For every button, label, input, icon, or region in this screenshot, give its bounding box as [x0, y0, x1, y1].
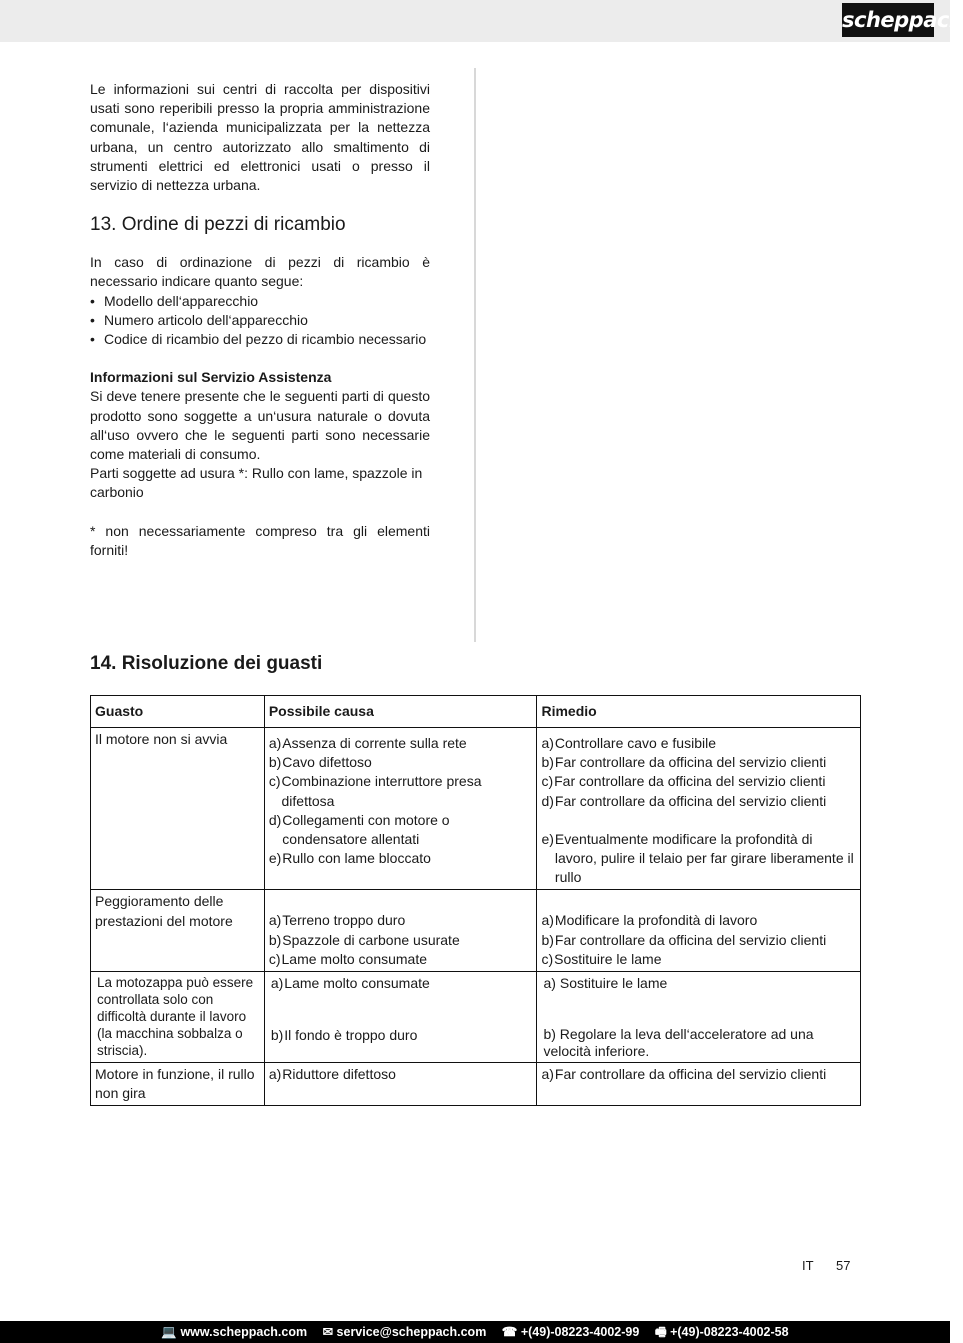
table-row — [91, 972, 861, 1063]
list-item: • Modello dell‘apparecchio — [90, 292, 430, 311]
service-text: Si deve tenere presente che le seguenti parti di questo prodotto sono soggette a un‘usura naturale o dovuta all‘uso ovvero che le seguenti parti sono necessarie come materiali di consumo. — [90, 388, 430, 463]
table-header-row — [91, 696, 861, 728]
cause-cell — [264, 728, 537, 890]
list-item: • Numero articolo dell‘apparecchio — [90, 311, 430, 330]
fault-cell: La motozappa può essere controllata solo con difficoltà durante il lavoro (la macchina sobbalza o striscia). — [91, 972, 265, 1063]
scheppach-logo: scheppach — [842, 3, 934, 37]
remedy-cell — [537, 728, 861, 890]
section-14-title: 14. Risoluzione dei guasti — [90, 653, 323, 674]
cause-cell — [264, 972, 537, 1063]
fax-number: 🖷 +(49)-08223-4002-58 — [654, 1325, 789, 1339]
fault-cell: Peggioramento delle prestazioni del motore — [91, 890, 265, 972]
troubleshooting-table — [90, 695, 861, 1106]
required-info-list — [90, 292, 430, 350]
phone-number: ☎ +(49)-08223-4002-99 — [501, 1325, 640, 1339]
cause-item: a) Riduttore difettoso — [268, 1066, 396, 1083]
footnote: * non necessariamente compreso tra gli elementi forniti! — [90, 522, 430, 558]
fault-cell: Il motore non si avvia — [91, 728, 265, 890]
list-item: • Codice di ricambio del pezzo di ricambio necessario — [90, 330, 430, 349]
remedy-item: b) Far controllare da officina del servizio clienti — [541, 931, 827, 948]
table-row — [91, 890, 861, 972]
cause-item: b) Spazzole di carbone usurate — [268, 931, 460, 948]
remedy-cell — [537, 972, 861, 1063]
table-row — [91, 728, 861, 890]
cause-item: d) Collegamenti con motore o condensatore allentati — [268, 811, 450, 848]
remedy-item: a) Far controllare da officina del servizio clienti — [541, 1066, 827, 1083]
remedy-item: a) Modificare la profondità di lavoro — [541, 912, 758, 929]
section-13-title: 13. Ordine di pezzi di ricambio — [90, 214, 346, 236]
table-row — [91, 1063, 861, 1106]
intro-paragraph: Le informazioni sui centri di raccolta per dispositivi usati sono reperibili presso la propria amministrazione comunale, l‘azienda municipalizzata per la nettezza urbana, un centro autorizzato allo smaltimento di strumenti elettrici ed elettronici usati o presso il servizio di nettezza urbana. — [90, 81, 430, 194]
page-language: IT — [802, 1258, 814, 1273]
remedy-item: c) Far controllare da officina del servizio clienti — [541, 773, 826, 790]
remedy-item: e) Eventualmente modificare la profondità di lavoro, pulire il telaio per far girare liberamente il rullo — [541, 830, 854, 886]
remedy-item: a) Controllare cavo e fusibile — [541, 735, 716, 751]
header-remedy: Rimedio — [537, 696, 861, 728]
remedy-item: a) Sostituire le lame — [543, 975, 668, 992]
left-column — [90, 80, 430, 560]
cause-item: a) Assenza di corrente sulla rete — [268, 735, 467, 751]
cause-item: c) Lame molto consumate — [268, 950, 428, 967]
header-cause: Possibile causa — [264, 696, 537, 728]
page-number: 57 — [836, 1258, 851, 1273]
cause-item: a) Terreno troppo duro — [268, 912, 406, 929]
cause-item: a) Lame molto consumate — [270, 975, 430, 992]
remedy-cell — [537, 890, 861, 972]
fault-cell: Motore in funzione, il rullo non gira — [91, 1063, 265, 1106]
email-link[interactable]: ✉ service@scheppach.com — [322, 1325, 487, 1339]
cause-item: c) Combinazione interruttore presa difettosa — [268, 773, 482, 809]
column-divider — [474, 68, 476, 642]
footer-bar — [0, 1321, 950, 1343]
remedy-cell — [537, 1063, 861, 1106]
section-13-intro: In caso di ordinazione di pezzi di ricambio è necessario indicare quanto segue: — [90, 254, 430, 290]
remedy-item: b) Far controllare da officina del servizio clienti — [541, 754, 827, 771]
website-link[interactable]: 💻 www.scheppach.com — [161, 1325, 308, 1339]
remedy-item: d) Far controllare da officina del servizio clienti — [541, 792, 827, 809]
header-band — [0, 0, 950, 42]
cause-item: b) Il fondo è troppo duro — [270, 1027, 418, 1044]
cause-cell — [264, 890, 537, 972]
cause-item: b) Cavo difettoso — [268, 754, 372, 771]
service-heading: Informazioni sul Servizio Assistenza — [90, 369, 332, 386]
remedy-item: c) Sostituire le lame — [541, 950, 662, 967]
cause-cell — [264, 1063, 537, 1106]
cause-item: e) Rullo con lame bloccato — [268, 850, 431, 867]
wear-parts: Parti soggette ad usura *: Rullo con lame, spazzole in carbonio — [90, 465, 423, 501]
remedy-item: b) Regolare la leva dell‘acceleratore ad una velocità inferiore. — [543, 1026, 814, 1060]
header-fault: Guasto — [91, 696, 265, 728]
